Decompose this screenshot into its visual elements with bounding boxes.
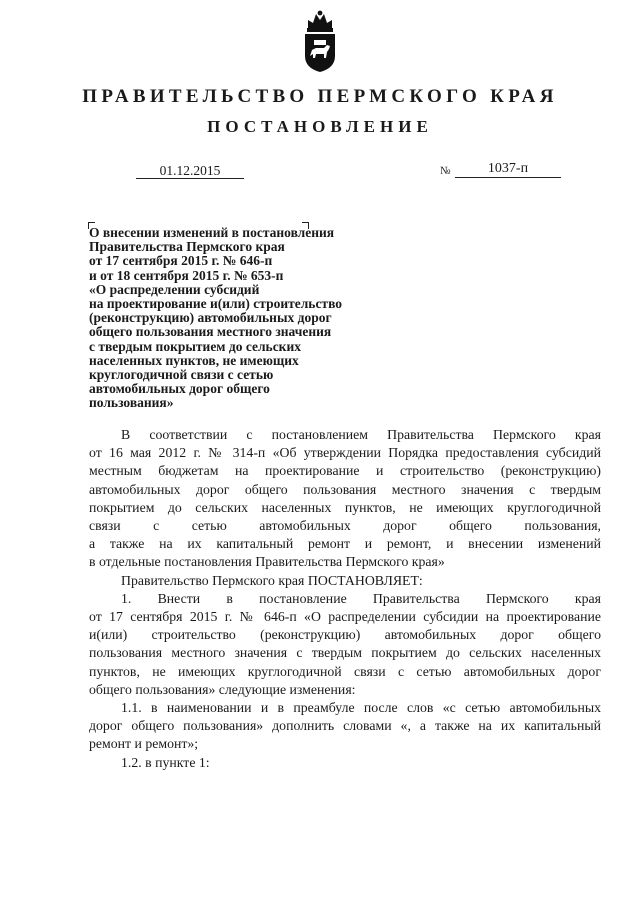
document-date: 01.12.2015	[136, 163, 244, 179]
document-body	[89, 426, 601, 772]
body-line: В соответствии с постановлением Правительства Пермского края	[121, 427, 601, 442]
subject-line: (реконструкцию) автомобильных дорог	[89, 310, 332, 326]
subject-line: на проектирование и(или) строительство	[89, 296, 343, 312]
subject-line: населенных пунктов, не имеющих	[89, 352, 299, 368]
body-line: 1.2. в пункте 1:	[121, 754, 210, 770]
body-line: общего пользования» следующие изменения:	[89, 681, 356, 697]
subject-line: круглогодичной связи с сетью	[89, 367, 274, 383]
body-line: и(или) строительство (реконструкцию) автомобильных дорог общего	[89, 627, 601, 643]
body-line: от 16 мая 2012 г. № 314-п «Об утверждении Порядка предоставления субсидий	[89, 445, 601, 461]
body-line: автомобильных дорог общего пользования местного значения с твердым	[89, 481, 601, 497]
subject-line: Правительства Пермского края	[89, 239, 285, 255]
subject-line: автомобильных дорог общего	[89, 381, 270, 397]
body-line: 1.1. в наименовании и в преамбуле после слов «с сетью автомобильных	[121, 700, 601, 716]
body-line: покрытием до сельских населенных пунктов, не имеющих круглогодичной	[89, 499, 601, 515]
subject-line: общего пользования местного значения	[89, 324, 332, 340]
body-line: а также на их капитальный ремонт и ремонт, и внесении изменений	[89, 536, 601, 552]
subject-line: пользования»	[89, 395, 174, 411]
subject-line: с твердым покрытием до сельских	[89, 338, 301, 354]
body-line: пунктов, не имеющих круглогодичной связи с сетью автомобильных дорог	[89, 663, 601, 679]
body-line: связи с сетью автомобильных дорог общего пользования,	[89, 518, 601, 534]
body-line: от 17 сентября 2015 г. № 646-п «О распределении субсидии на проектирование	[89, 609, 601, 625]
subject-line: и от 18 сентября 2015 г. № 653-п	[89, 267, 284, 283]
document-number: 1037-п	[455, 161, 561, 178]
coat-of-arms-icon	[302, 8, 338, 74]
document-type: ПОСТАНОВЛЕНИЕ	[207, 117, 433, 136]
subject-line: О внесении изменений в постановления	[89, 225, 335, 240]
body-line: ремонт и ремонт»;	[89, 736, 199, 752]
body-line: дорог общего пользования» дополнить словами «, а также на их капитальный	[89, 718, 601, 734]
subject-block	[89, 226, 389, 411]
body-line: местным бюджетам на проектирование и строительство (реконструкцию)	[89, 463, 601, 479]
subject-line: от 17 сентября 2015 г. № 646-п	[89, 253, 273, 269]
body-line: в отдельные постановления Правительства Пермского края»	[89, 554, 445, 570]
number-sign: №	[440, 165, 451, 177]
body-line: пользования местного значения с твердым покрытием до сельских населенных	[89, 645, 601, 661]
subject-line: «О распределении субсидий	[89, 281, 260, 297]
body-line: Правительство Пермского края ПОСТАНОВЛЯЕТ:	[121, 572, 423, 588]
body-line: 1. Внести в постановление Правительства Пермского края	[121, 590, 601, 606]
government-title: ПРАВИТЕЛЬСТВО ПЕРМСКОГО КРАЯ	[82, 86, 558, 107]
